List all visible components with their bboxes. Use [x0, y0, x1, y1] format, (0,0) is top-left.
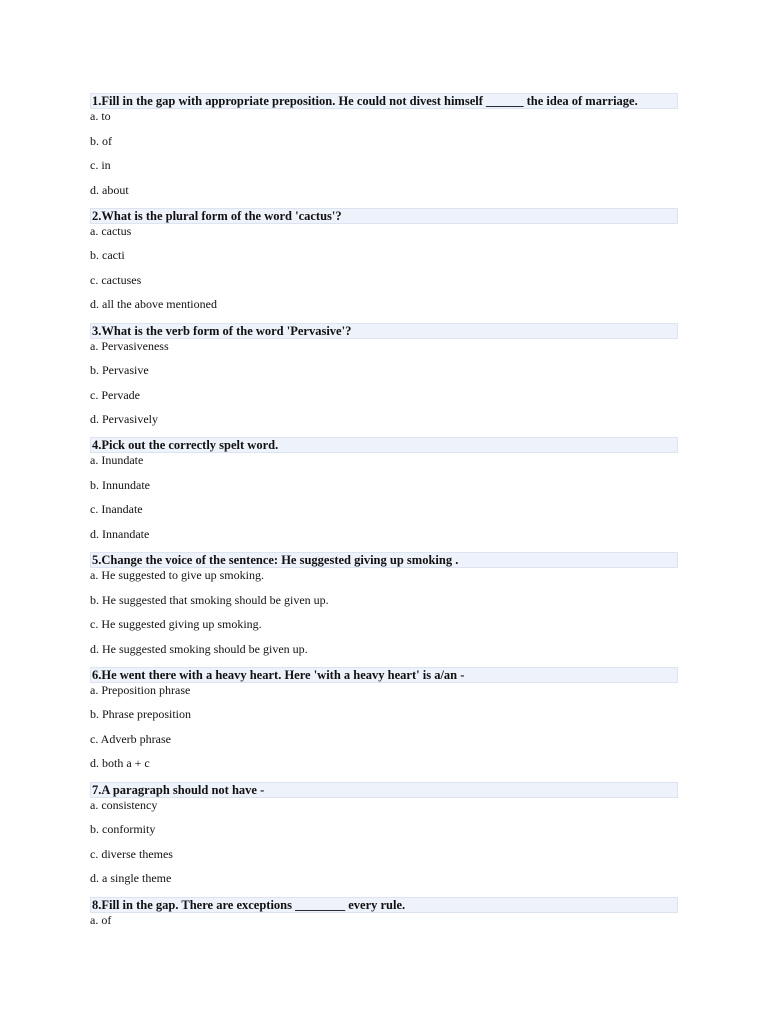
- question-text: 3.What is the verb form of the word 'Pervasive'?: [90, 323, 678, 339]
- question-text: 4.Pick out the correctly spelt word.: [90, 437, 678, 453]
- answer-option-d[interactable]: d. He suggested smoking should be given up.: [90, 641, 308, 656]
- answer-option-d[interactable]: d. all the above mentioned: [90, 297, 217, 312]
- answer-option-d[interactable]: d. Innandate: [90, 526, 150, 541]
- answer-option-a[interactable]: a. Pervasiveness: [90, 338, 169, 353]
- answer-option-c[interactable]: c. Inandate: [90, 502, 143, 517]
- answer-option-b[interactable]: b. He suggested that smoking should be given up.: [90, 592, 329, 607]
- answer-option-a[interactable]: a. Preposition phrase: [90, 682, 191, 697]
- answer-option-a[interactable]: a. cactus: [90, 223, 132, 238]
- question-8: [90, 897, 678, 1012]
- question-text: 1.Fill in the gap with appropriate preposition. He could not divest himself ______ the idea of marriage.: [90, 93, 678, 109]
- answer-option-b[interactable]: b. Pervasive: [90, 363, 149, 378]
- answer-option-a[interactable]: a. of: [90, 912, 112, 927]
- question-5: [90, 552, 678, 667]
- question-text: 5.Change the voice of the sentence: He suggested giving up smoking .: [90, 552, 678, 568]
- question-6: [90, 667, 678, 782]
- question-2: [90, 208, 678, 323]
- answer-option-a[interactable]: a. He suggested to give up smoking.: [90, 568, 264, 583]
- question-text: 8.Fill in the gap. There are exceptions ________ every rule.: [90, 897, 678, 913]
- question-text: 2.What is the plural form of the word 'cactus'?: [90, 208, 678, 224]
- answer-option-b[interactable]: b. of: [90, 133, 112, 148]
- question-4: [90, 437, 678, 552]
- answer-option-c[interactable]: c. cactuses: [90, 272, 142, 287]
- answer-option-b[interactable]: b. conformity: [90, 822, 156, 837]
- answer-option-b[interactable]: b. Phrase preposition: [90, 707, 191, 722]
- answer-option-c[interactable]: c. Adverb phrase: [90, 731, 171, 746]
- answer-option-d[interactable]: d. both a + c: [90, 756, 150, 771]
- answer-option-c[interactable]: c. in: [90, 158, 111, 172]
- answer-option-c[interactable]: c. He suggested giving up smoking.: [90, 617, 262, 632]
- answer-option-a[interactable]: a. Inundate: [90, 453, 144, 468]
- answer-option-d[interactable]: d. a single theme: [90, 871, 172, 886]
- question-7: [90, 782, 678, 897]
- question-list: [90, 93, 678, 1011]
- question-1: [90, 93, 678, 208]
- answer-option-c[interactable]: c. diverse themes: [90, 846, 173, 861]
- answer-option-a[interactable]: a. consistency: [90, 797, 158, 812]
- answer-option-d[interactable]: d. Pervasively: [90, 412, 158, 427]
- answer-option-c[interactable]: c. Pervade: [90, 387, 140, 402]
- question-text: 6.He went there with a heavy heart. Here 'with a heavy heart' is a/an -: [90, 667, 678, 683]
- question-3: [90, 323, 678, 438]
- answer-option-b[interactable]: b. cacti: [90, 248, 125, 263]
- answer-option-b[interactable]: b. Innundate: [90, 477, 150, 492]
- answer-option-d[interactable]: d. about: [90, 182, 129, 197]
- question-text: 7.A paragraph should not have -: [90, 782, 678, 798]
- answer-option-a[interactable]: a. to: [90, 109, 111, 123]
